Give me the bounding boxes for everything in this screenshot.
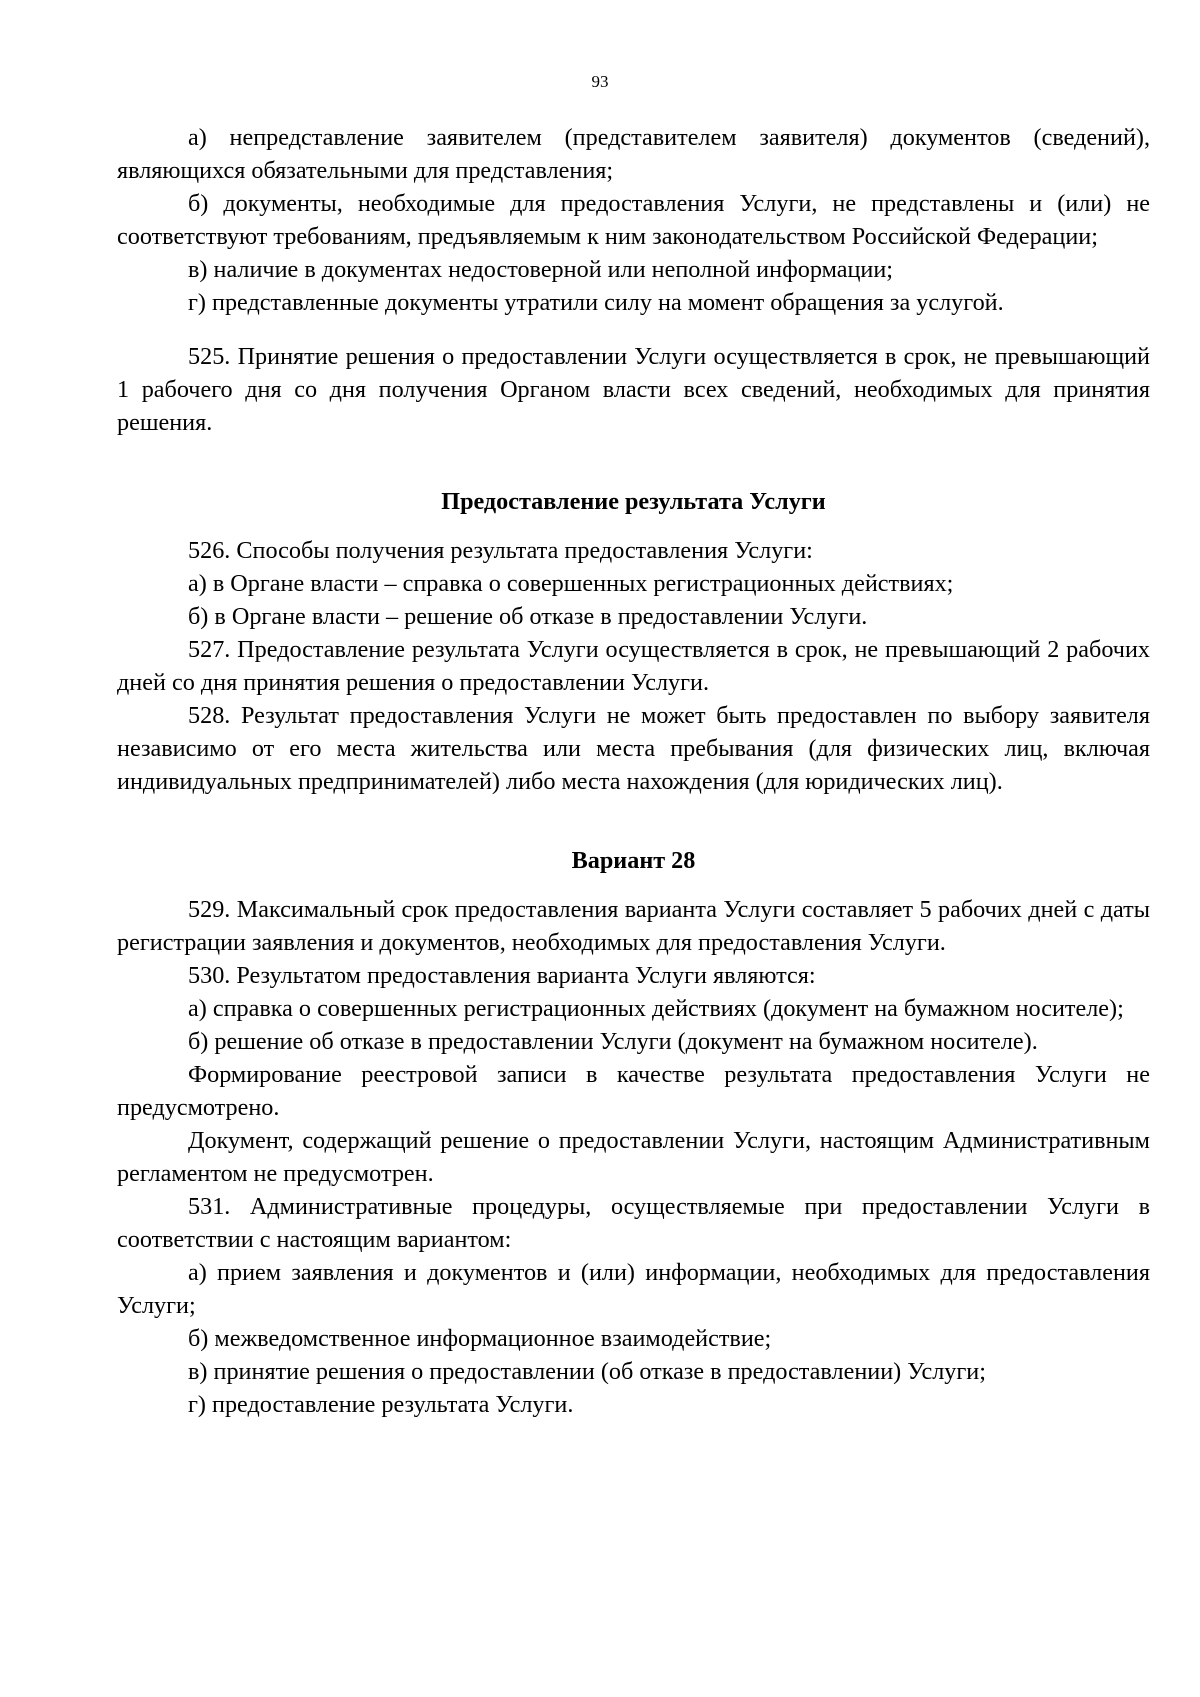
paragraph-531-item-v: в) принятие решения о предоставлении (об отказе в предоставлении) Услуги;	[188, 1358, 986, 1385]
paragraph-531-item-g: г) предоставление результата Услуги.	[188, 1391, 574, 1418]
document-body	[117, 121, 1150, 1421]
spacer	[117, 518, 1150, 534]
paragraph-item-v-false-information: в) наличие в документах недостоверной или неполной информации;	[188, 256, 893, 283]
paragraph-item-a-nonsubmission: а) непредставление заявителем (представителем заявителя) документов (сведений), являющихся обязательными для представления;	[117, 124, 1150, 184]
paragraph-530-item-b: б) решение об отказе в предоставлении Услуги (документ на бумажном носителе).	[188, 1028, 1038, 1055]
paragraph-526: 526. Способы получения результата предоставления Услуги:	[188, 537, 813, 564]
paragraph-529: 529. Максимальный срок предоставления варианта Услуги составляет 5 рабочих дней с даты регистрации заявления и документов, необходимых для предоставления Услуги.	[117, 896, 1150, 956]
paragraph-item-g-documents-expired: г) представленные документы утратили силу на момент обращения за услугой.	[188, 289, 1004, 316]
paragraph-526-item-a: а) в Органе власти – справка о совершенных регистрационных действиях;	[188, 570, 954, 597]
section-heading-result: Предоставление результата Услуги	[441, 488, 826, 515]
paragraph-526-item-b: б) в Органе власти – решение об отказе в предоставлении Услуги.	[188, 603, 868, 630]
paragraph-525: 525. Принятие решения о предоставлении Услуги осуществляется в срок, не превышающий 1 рабочего дня со дня получения Органом власти всех сведений, необходимых для принятия решения.	[117, 343, 1150, 436]
section-heading-variant: Вариант 28	[571, 847, 696, 874]
paragraph-530-item-a: а) справка о совершенных регистрационных действиях (документ на бумажном носителе);	[188, 995, 1124, 1022]
paragraph-528: 528. Результат предоставления Услуги не может быть предоставлен по выбору заявителя независимо от его места жительства или места пребывания (для физических лиц, включая индивидуальных предпринимателей) либо места нахождения (для юридических лиц).	[117, 702, 1150, 795]
paragraph-530: 530. Результатом предоставления варианта Услуги являются:	[188, 962, 816, 989]
spacer	[117, 319, 1150, 340]
spacer	[117, 798, 1150, 844]
paragraph-decision-document: Документ, содержащий решение о предоставлении Услуги, настоящим Административным регламентом не предусмотрен.	[117, 1127, 1150, 1187]
paragraph-item-b-documents-not-compliant: б) документы, необходимые для предоставления Услуги, не представлены и (или) не соответствуют требованиям, предъявляемым к ним законодательством Российской Федерации;	[117, 190, 1150, 250]
page-number: 93	[591, 72, 609, 91]
paragraph-registry-record: Формирование реестровой записи в качестве результата предоставления Услуги не предусмотрено.	[117, 1061, 1150, 1121]
paragraph-531-item-a: а) прием заявления и документов и (или) информации, необходимых для предоставления Услуги;	[117, 1259, 1150, 1319]
paragraph-527: 527. Предоставление результата Услуги осуществляется в срок, не превышающий 2 рабочих дней со дня принятия решения о предоставлении Услуги.	[117, 636, 1150, 696]
paragraph-531-item-b: б) межведомственное информационное взаимодействие;	[188, 1325, 772, 1352]
spacer	[117, 877, 1150, 893]
spacer	[117, 439, 1150, 485]
paragraph-531: 531. Административные процедуры, осуществляемые при предоставлении Услуги в соответствии с настоящим вариантом:	[117, 1193, 1150, 1253]
